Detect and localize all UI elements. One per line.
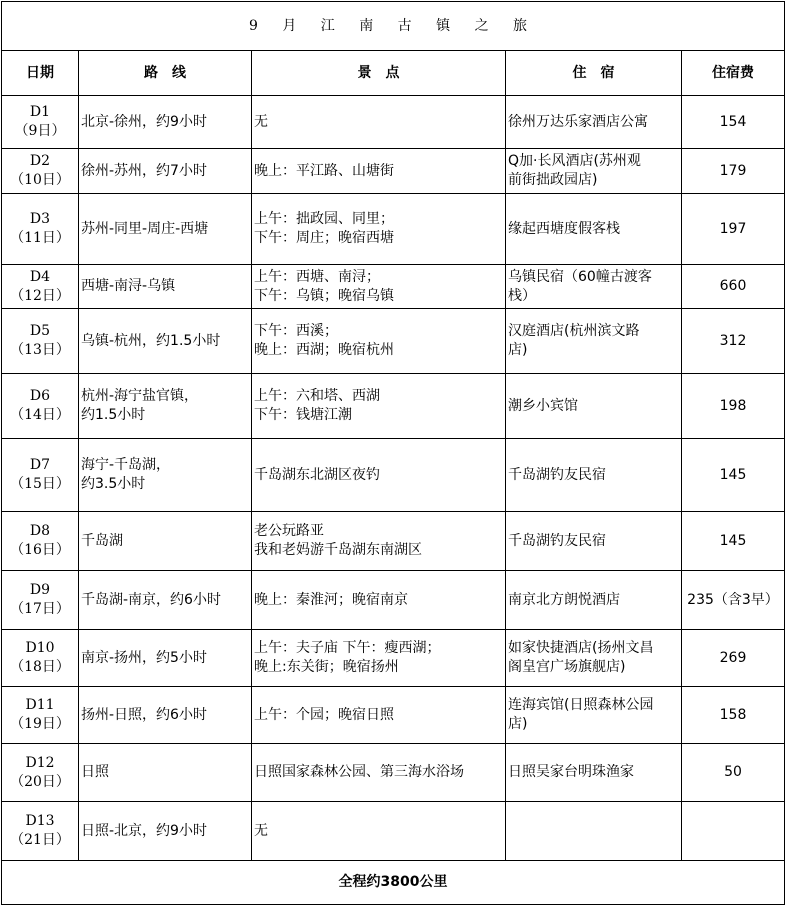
route-text: 日照 (81, 764, 109, 780)
cost-cell (682, 687, 785, 744)
sights-cell (252, 512, 506, 571)
cost-text: 235（含3早） (687, 591, 779, 608)
day-text: D9 （17日） (10, 582, 70, 617)
table-row (2, 630, 785, 687)
route-text: 西塘-南浔-乌镇 (81, 278, 176, 294)
day-cell (2, 439, 79, 512)
hotel-text: 潮乡小宾馆 (508, 397, 578, 414)
cost-cell (682, 194, 785, 265)
hotel-text: 汉庭酒店(杭州滨文路 店) (508, 323, 640, 358)
day-cell (2, 630, 79, 687)
route-text: 扬州-日照，约6小时 (81, 706, 207, 723)
sights-text: 日照国家森林公园、第三海水浴场 (254, 764, 464, 780)
cost-text: 312 (719, 332, 747, 349)
header-day: 日期 (2, 51, 79, 96)
sights-cell (252, 744, 506, 802)
cost-text: 179 (719, 162, 747, 179)
cost-text: 269 (719, 649, 747, 666)
sights-cell (252, 571, 506, 630)
hotel-cell (506, 194, 682, 265)
sights-cell (252, 630, 506, 687)
day-cell (2, 96, 79, 149)
route-cell (79, 687, 252, 744)
hotel-text: 日照吴家台明珠渔家 (508, 764, 634, 780)
route-text: 苏州-同里-周庄-西塘 (81, 220, 209, 237)
sights-cell (252, 374, 506, 439)
route-cell (79, 512, 252, 571)
hotel-cell (506, 630, 682, 687)
sights-text: 老公玩路亚 我和老妈游千岛湖东南湖区 (254, 523, 422, 558)
sights-text: 无 (254, 822, 268, 839)
header-hotel: 住 宿 (506, 51, 682, 96)
day-text: D8 （16日） (10, 523, 70, 558)
day-cell (2, 744, 79, 802)
day-cell (2, 687, 79, 744)
hotel-cell (506, 309, 682, 374)
day-text: D5 （13日） (10, 323, 70, 358)
day-cell (2, 802, 79, 861)
cost-cell (682, 630, 785, 687)
header-row (2, 51, 785, 96)
hotel-cell (506, 439, 682, 512)
cost-cell (682, 512, 785, 571)
hotel-text: 徐州万达乐家酒店公寓 (508, 113, 648, 130)
table-row (2, 439, 785, 512)
day-cell (2, 571, 79, 630)
hotel-text: 乌镇民宿（60幢古渡客 栈） (508, 268, 652, 304)
cost-cell (682, 744, 785, 802)
hotel-text: 南京北方朗悦酒店 (508, 591, 620, 608)
day-text: D3 （11日） (10, 211, 70, 246)
itinerary-table (1, 1, 785, 905)
sights-text: 上午：六和塔、西湖 下午：钱塘江潮 (254, 388, 380, 423)
cost-text: 154 (719, 113, 747, 130)
hotel-text: 缘起西塘度假客栈 (508, 220, 620, 237)
hotel-text: 如家快捷酒店(扬州文昌 阁皇宫广场旗舰店) (508, 640, 654, 675)
route-cell (79, 96, 252, 149)
hotel-text: 连海宾馆(日照森林公园 店) (508, 697, 654, 732)
hotel-cell (506, 744, 682, 802)
cost-text: 50 (724, 764, 742, 780)
day-cell (2, 149, 79, 194)
sights-text: 上午：西塘、南浔； 下午：乌镇；晚宿乌镇 (254, 268, 394, 304)
table-row (2, 571, 785, 630)
route-cell (79, 744, 252, 802)
cost-text: 198 (719, 397, 747, 414)
sights-cell (252, 687, 506, 744)
title-row (2, 2, 785, 51)
cost-cell (682, 571, 785, 630)
hotel-cell (506, 687, 682, 744)
day-text: D13 （21日） (10, 813, 70, 848)
day-text: D4 （12日） (10, 268, 70, 304)
sights-text: 晚上：秦淮河；晚宿南京 (254, 591, 408, 608)
sights-cell (252, 149, 506, 194)
table-row (2, 374, 785, 439)
table-row (2, 309, 785, 374)
route-text: 徐州-苏州，约7小时 (81, 162, 207, 179)
hotel-cell (506, 571, 682, 630)
sights-cell (252, 265, 506, 309)
route-text: 北京-徐州，约9小时 (81, 113, 207, 130)
day-text: D10 （18日） (10, 640, 70, 675)
route-cell (79, 265, 252, 309)
table-row (2, 265, 785, 309)
route-cell (79, 374, 252, 439)
route-cell (79, 439, 252, 512)
route-text: 千岛湖 (81, 532, 123, 549)
hotel-cell (506, 149, 682, 194)
route-text: 千岛湖-南京，约6小时 (81, 591, 221, 608)
sights-cell (252, 96, 506, 149)
sights-text: 千岛湖东北湖区夜钓 (254, 466, 380, 483)
hotel-cell (506, 512, 682, 571)
sights-cell (252, 802, 506, 861)
route-text: 海宁-千岛湖， 约3.5小时 (81, 457, 171, 492)
day-text: D7 （15日） (10, 457, 70, 492)
day-cell (2, 194, 79, 265)
hotel-cell (506, 96, 682, 149)
sights-text: 上午：个园；晚宿日照 (254, 706, 394, 723)
day-text: D11 （19日） (10, 697, 70, 732)
cost-text: 660 (719, 278, 747, 294)
table-row (2, 149, 785, 194)
sights-text: 晚上：平江路、山塘街 (254, 162, 394, 179)
route-text: 乌镇-杭州，约1.5小时 (81, 332, 221, 349)
day-text: D2 （10日） (10, 153, 70, 188)
hotel-cell (506, 374, 682, 439)
table-row (2, 802, 785, 861)
day-cell (2, 265, 79, 309)
sights-text: 无 (254, 113, 268, 130)
route-cell (79, 802, 252, 861)
route-cell (79, 309, 252, 374)
cost-cell (682, 96, 785, 149)
route-text: 杭州-海宁盐官镇， 约1.5小时 (81, 388, 199, 423)
route-cell (79, 149, 252, 194)
table-row (2, 687, 785, 744)
day-cell (2, 309, 79, 374)
table-row (2, 194, 785, 265)
header-sights: 景 点 (252, 51, 506, 96)
hotel-text: 千岛湖钓友民宿 (508, 532, 606, 549)
route-cell (79, 571, 252, 630)
table-row (2, 512, 785, 571)
cost-cell (682, 374, 785, 439)
cost-text: 158 (719, 706, 747, 723)
day-cell (2, 374, 79, 439)
sights-cell (252, 194, 506, 265)
route-text: 日照-北京，约9小时 (81, 822, 207, 839)
day-cell (2, 512, 79, 571)
hotel-cell (506, 265, 682, 309)
cost-cell (682, 265, 785, 309)
cost-cell (682, 149, 785, 194)
hotel-text: Q加·长风酒店(苏州观 前街拙政园店) (508, 153, 641, 188)
hotel-cell (506, 802, 682, 861)
day-text: D6 （14日） (10, 388, 70, 423)
cost-text: 197 (719, 220, 747, 237)
route-text: 南京-扬州，约5小时 (81, 649, 207, 666)
hotel-text: 千岛湖钓友民宿 (508, 466, 606, 483)
cost-text: 145 (719, 466, 747, 483)
footer-row (2, 861, 785, 905)
table-row (2, 744, 785, 802)
total-distance: 全程约3800公里 (2, 861, 785, 905)
page-title: 9 月 江 南 古 镇 之 旅 (2, 2, 785, 51)
day-text: D1 （9日） (14, 104, 66, 139)
day-text: D12 （20日） (10, 754, 70, 790)
cost-cell (682, 439, 785, 512)
table-row (2, 96, 785, 149)
cost-cell (682, 802, 785, 861)
sights-text: 上午：拙政园、同里； 下午：周庄；晚宿西塘 (254, 211, 394, 246)
header-route: 路 线 (79, 51, 252, 96)
route-cell (79, 194, 252, 265)
cost-text: 145 (719, 532, 747, 549)
cost-cell (682, 309, 785, 374)
sights-cell (252, 309, 506, 374)
sights-text: 上午：夫子庙 下午：瘦西湖； 晚上:东关街；晚宿扬州 (254, 640, 441, 675)
sights-text: 下午：西溪； 晚上：西湖；晚宿杭州 (254, 323, 394, 358)
header-cost: 住宿费 (682, 51, 785, 96)
sights-cell (252, 439, 506, 512)
route-cell (79, 630, 252, 687)
